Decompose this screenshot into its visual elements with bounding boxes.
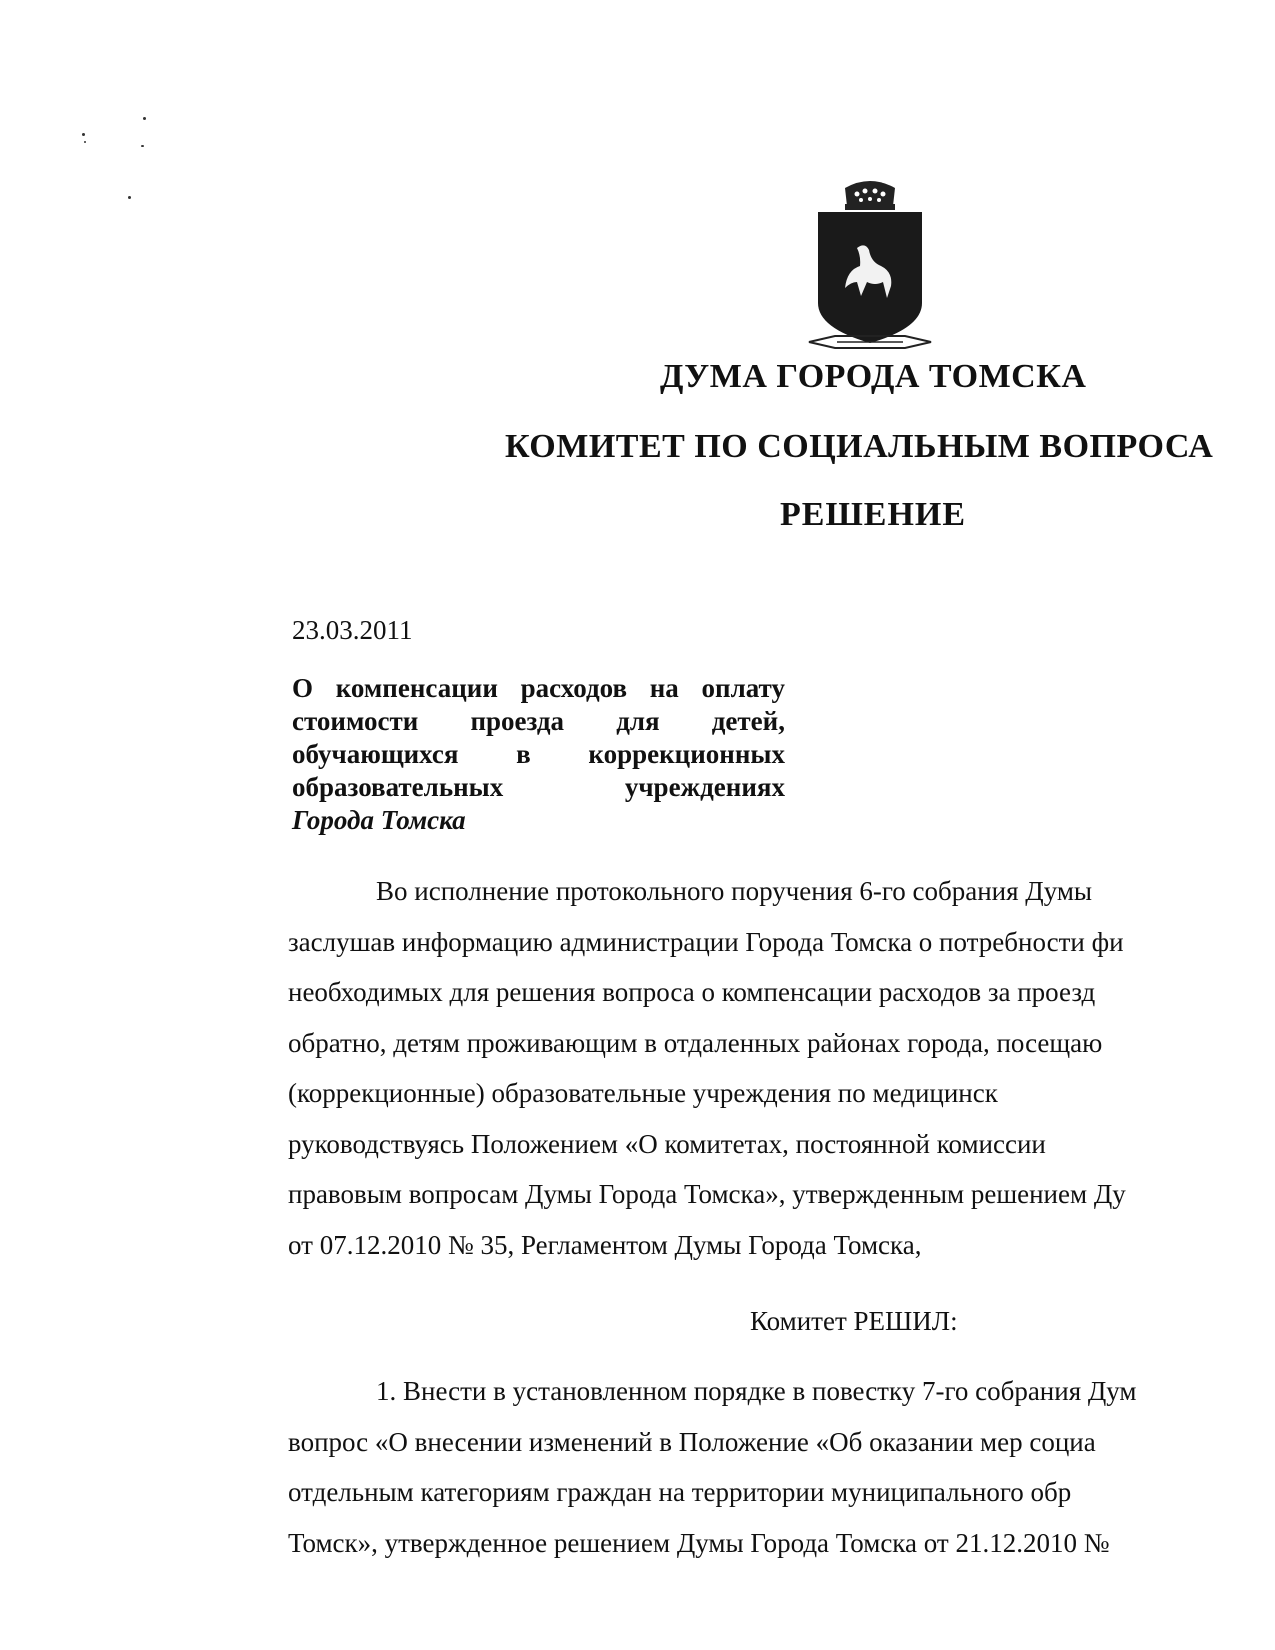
org-title: ДУМА ГОРОДА ТОМСКА: [660, 358, 1087, 395]
subject-word: образовательных: [292, 772, 504, 802]
resolution-heading: Комитет РЕШИЛ:: [750, 1306, 958, 1336]
subject-word: О: [292, 673, 314, 703]
subject-word: стоимости: [292, 706, 419, 736]
body-line: обратно, детям проживающим в отдаленных районах города, посещаю: [288, 1027, 1103, 1058]
item-line: отдельным категориям граждан на территории муниципального обр: [288, 1477, 1072, 1507]
body-line: необходимых для решения вопроса о компенсации расходов за проезд: [288, 977, 1096, 1007]
body-line: от 07.12.2010 № 35, Регламентом Думы Города Томска,: [288, 1229, 922, 1260]
subject-word: для: [616, 706, 660, 736]
tomsk-coat-of-arms-emblem: [805, 178, 935, 358]
subject-word: расходов: [520, 673, 628, 703]
body-line: руководствуясь Положением «О комитетах, постоянной комиссии: [288, 1128, 1046, 1159]
preamble-paragraph: [288, 866, 1275, 1270]
subject-word: на: [649, 673, 679, 703]
body-line: Во исполнение протокольного поручения 6-го собрания Думы: [376, 876, 1093, 906]
subject-word: учреждениях: [624, 772, 785, 802]
document-subject: [292, 672, 785, 837]
subject-word: в: [516, 739, 531, 769]
resolution-item-1: [288, 1366, 1275, 1568]
item-line: 1. Внести в установленном порядке в повестку 7-го собрания Дум: [376, 1376, 1137, 1406]
body-line: правовым вопросам Думы Города Томска», утвержденным решением Ду: [288, 1179, 1126, 1209]
body-line: заслушав информацию администрации Города Томска о потребности фи: [288, 926, 1124, 957]
document-date: 23.03.2011: [292, 615, 413, 645]
item-line: вопрос «О внесении изменений в Положение «Об оказании мер социа: [288, 1426, 1096, 1457]
body-line: (коррекционные) образовательные учреждения по медицинск: [288, 1078, 998, 1108]
subject-word: оплату: [701, 673, 785, 703]
subject-line: [292, 705, 785, 738]
subject-line: [292, 738, 785, 771]
subject-word: коррекционных: [588, 739, 785, 769]
subject-word: проезда: [470, 706, 565, 736]
item-line: Томск», утвержденное решением Думы Города Томска от 21.12.2010 №: [288, 1527, 1110, 1558]
subject-word: детей,: [711, 706, 785, 736]
subject-line: [292, 771, 785, 804]
subject-word: обучающихся: [292, 739, 459, 769]
subject-line: [292, 672, 785, 705]
document-type-title: РЕШЕНИЕ: [780, 496, 967, 533]
subject-line: Города Томска: [292, 805, 466, 835]
committee-title: КОМИТЕТ ПО СОЦИАЛЬНЫМ ВОПРОСА: [505, 428, 1214, 465]
subject-word: компенсации: [335, 673, 498, 703]
